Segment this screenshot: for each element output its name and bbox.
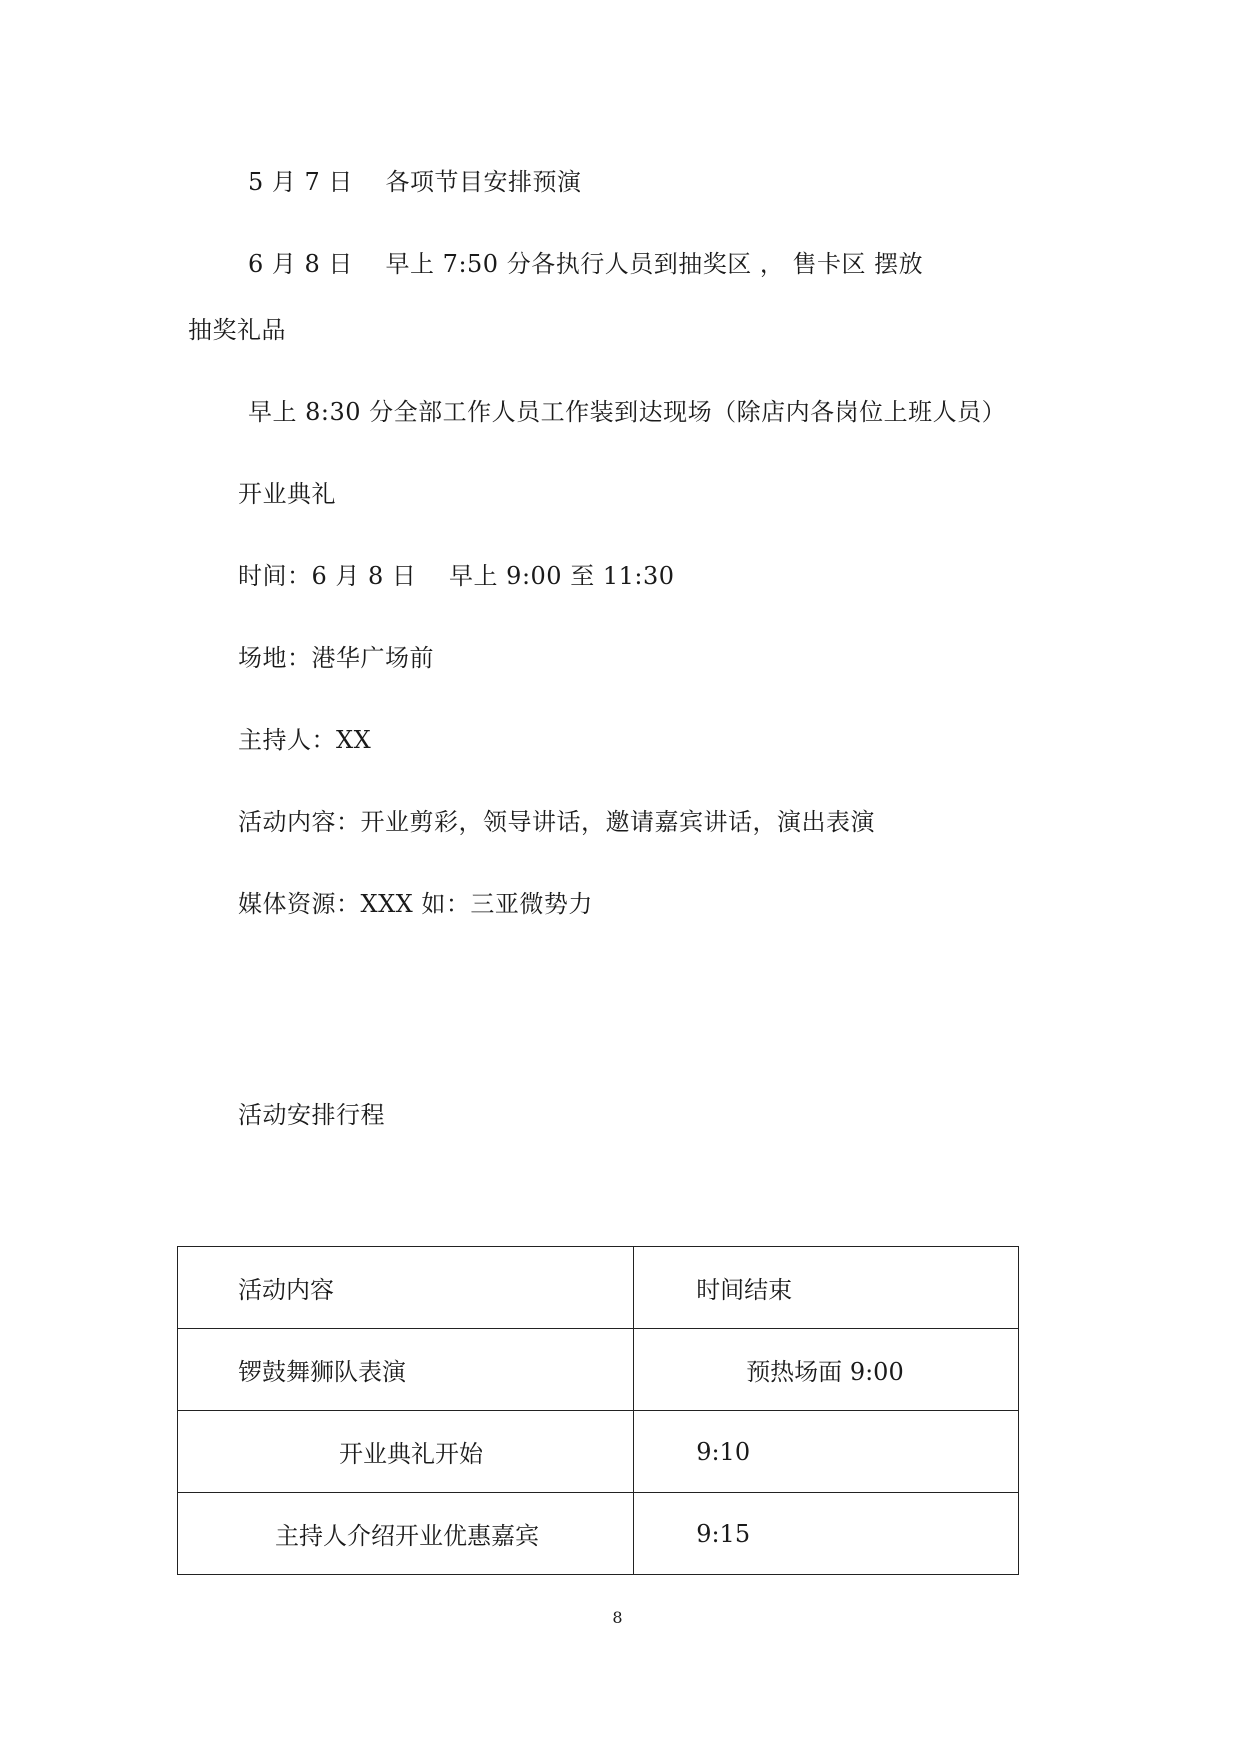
table-row xyxy=(178,1247,1019,1329)
paragraph-venue: 场地：港华广场前 xyxy=(238,644,434,672)
section-heading-schedule: 活动安排行程 xyxy=(238,1101,385,1129)
paragraph-host: 主持人：XX xyxy=(238,726,372,754)
paragraph-staff-arrival-continued: 抽奖礼品 xyxy=(188,316,286,344)
table-cell: 主持人介绍开业优惠嘉宾 xyxy=(178,1493,634,1575)
table-cell: 9:15 xyxy=(634,1493,1019,1575)
table-cell: 开业典礼开始 xyxy=(178,1411,634,1493)
paragraph-all-staff: 早上 8:30 分全部工作人员工作装到达现场（除店内各岗位上班人员） xyxy=(248,398,1007,426)
paragraph-media: 媒体资源：XXX 如：三亚微势力 xyxy=(238,890,593,918)
table-cell: 活动内容 xyxy=(178,1247,634,1329)
schedule-table xyxy=(177,1246,1019,1575)
section-heading-opening-ceremony: 开业典礼 xyxy=(238,480,336,508)
table-cell: 时间结束 xyxy=(634,1247,1019,1329)
table-cell: 锣鼓舞狮队表演 xyxy=(178,1329,634,1411)
paragraph-time: 时间：6 月 8 日 早上 9:00 至 11:30 xyxy=(238,562,675,590)
paragraph-activities: 活动内容：开业剪彩，领导讲话，邀请嘉宾讲话，演出表演 xyxy=(238,808,875,836)
table-row xyxy=(178,1411,1019,1493)
table-row xyxy=(178,1493,1019,1575)
table-cell: 预热场面 9:00 xyxy=(634,1329,1019,1411)
paragraph-staff-arrival: 6 月 8 日 早上 7:50 分各执行人员到抽奖区 ， 售卡区 摆放 xyxy=(248,250,924,278)
table-row xyxy=(178,1329,1019,1411)
page-number: 8 xyxy=(612,1608,623,1627)
paragraph-rehearsal: 5 月 7 日 各项节目安排预演 xyxy=(248,168,582,196)
table-cell: 9:10 xyxy=(634,1411,1019,1493)
